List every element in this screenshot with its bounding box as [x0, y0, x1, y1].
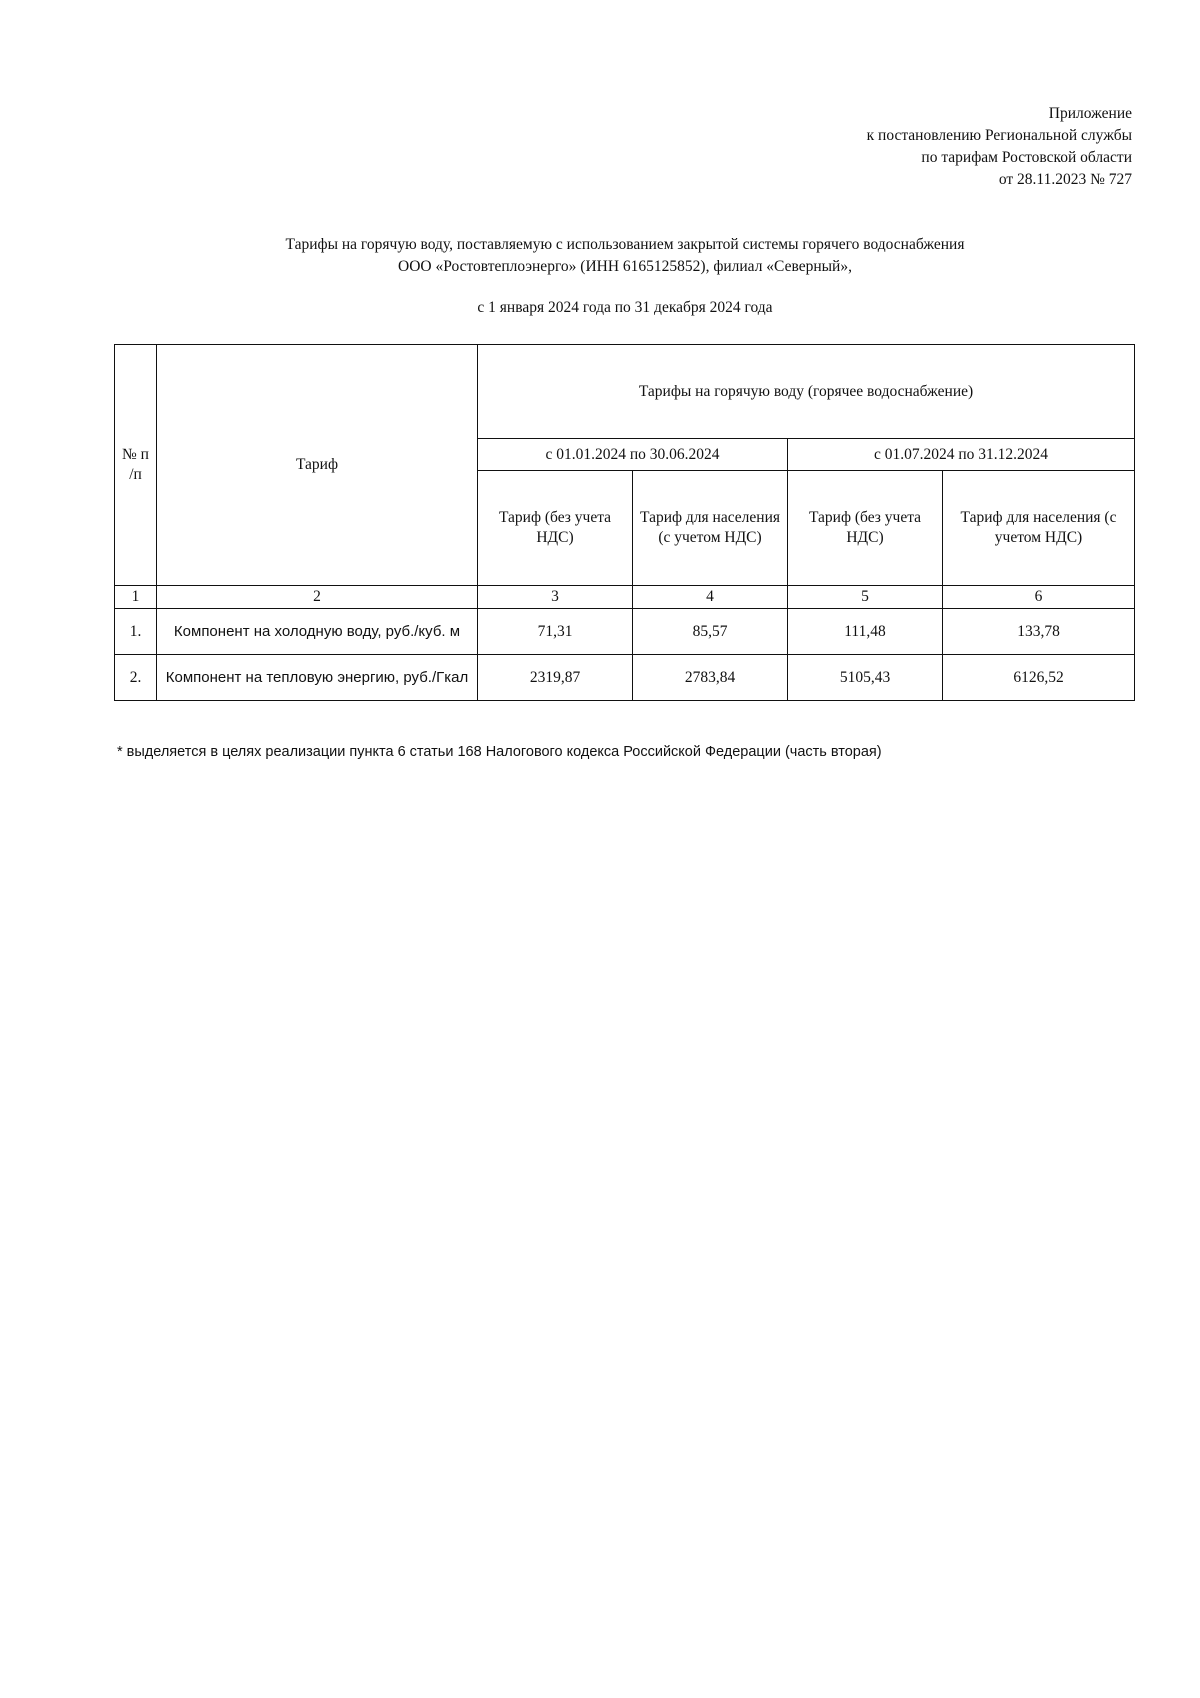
footnote: * выделяется в целях реализации пункта 6 статьи 168 Налогового кодекса Российской Федерации (часть вторая): [117, 744, 882, 760]
row-value-col-6: 133,78: [943, 609, 1135, 655]
document-period: с 1 января 2024 года по 31 декабря 2024 года: [477, 299, 773, 316]
table-row: [115, 655, 1135, 701]
row-number: 1.: [115, 609, 157, 655]
header-col-6: Тариф для населения (с учетом НДС): [943, 471, 1135, 586]
appendix-authority: по тарифам Ростовской области: [921, 149, 1132, 166]
row-value-col-5: 5105,43: [788, 655, 943, 701]
header-col-4: Тариф для населения (с учетом НДС): [633, 471, 788, 586]
row-value-col-6: 6126,52: [943, 655, 1135, 701]
row-value-col-3: 2319,87: [478, 655, 633, 701]
header-tariff: Тариф: [157, 345, 478, 586]
column-number: 4: [633, 586, 788, 609]
table-row: [115, 609, 1135, 655]
header-row-group: [115, 345, 1135, 439]
column-number: 3: [478, 586, 633, 609]
header-col-3: Тариф (без учета НДС): [478, 471, 633, 586]
header-col-5: Тариф (без учета НДС): [788, 471, 943, 586]
column-number: 5: [788, 586, 943, 609]
column-number-row: [115, 586, 1135, 609]
appendix-resolution: к постановлению Региональной службы: [866, 127, 1132, 144]
appendix-label: Приложение: [1048, 105, 1132, 122]
title-line-2: ООО «Ростовтеплоэнерго» (ИНН 6165125852), филиал «Северный»,: [398, 258, 852, 275]
column-number: 1: [115, 586, 157, 609]
row-value-col-4: 85,57: [633, 609, 788, 655]
column-number: 2: [157, 586, 478, 609]
appendix-date-number: от 28.11.2023 № 727: [998, 171, 1132, 188]
appendix-header: [867, 103, 1132, 191]
row-value-col-4: 2783,84: [633, 655, 788, 701]
header-group: Тарифы на горячую воду (горячее водоснабжение): [478, 345, 1135, 439]
row-number: 2.: [115, 655, 157, 701]
row-name: Компонент на холодную воду, руб./куб. м: [157, 609, 478, 655]
title-line-1: Тарифы на горячую воду, поставляемую с использованием закрытой системы горячего водоснабжения: [285, 236, 965, 253]
tariff-table: [114, 344, 1135, 701]
column-number: 6: [943, 586, 1135, 609]
row-value-col-3: 71,31: [478, 609, 633, 655]
header-number: № п /п: [115, 345, 157, 586]
header-period-2: с 01.07.2024 по 31.12.2024: [788, 439, 1135, 471]
header-period-1: с 01.01.2024 по 30.06.2024: [478, 439, 788, 471]
row-value-col-5: 111,48: [788, 609, 943, 655]
document-title: [0, 234, 1200, 278]
row-name: Компонент на тепловую энергию, руб./Гкал: [157, 655, 478, 701]
